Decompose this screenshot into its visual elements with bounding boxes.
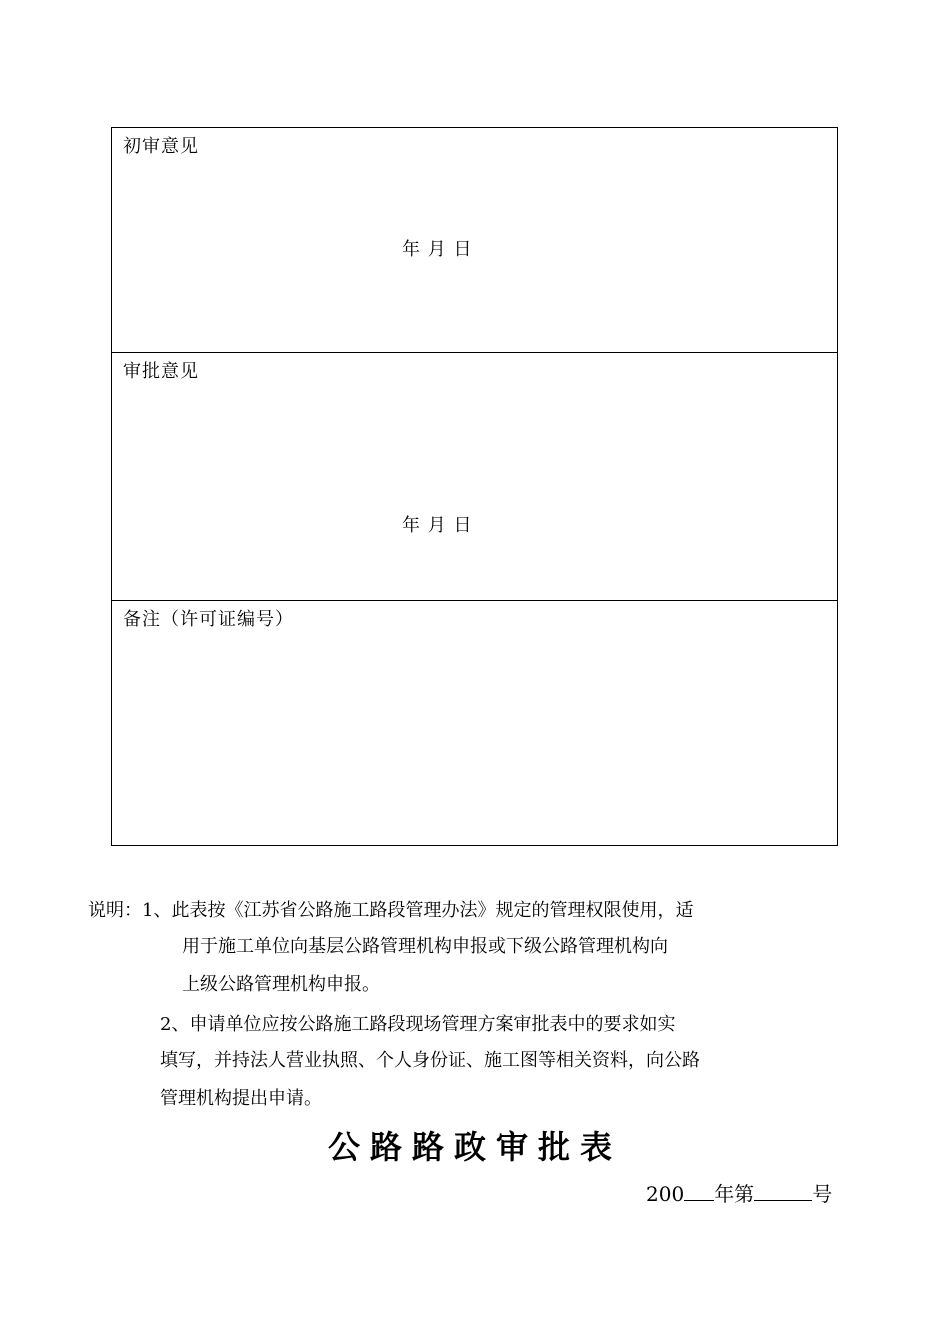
approval-row (112, 353, 837, 601)
note-line-3: 上级公路管理机构申报。 (182, 974, 380, 995)
preliminary-review-date: 年 月 日 (402, 239, 473, 260)
preliminary-review-row (112, 128, 837, 353)
number-blank (754, 1182, 812, 1201)
approval-date: 年 月 日 (402, 515, 473, 536)
approval-form-table (111, 127, 838, 846)
note-line-4: 2、申请单位应按公路施工路段现场管理方案审批表中的要求如实 (160, 1014, 676, 1035)
document-number (646, 1178, 832, 1207)
note-line-2: 用于施工单位向基层公路管理机构申报或下级公路管理机构向 (182, 936, 668, 957)
approval-label: 审批意见 (123, 361, 199, 382)
remarks-label: 备注（许可证编号） (123, 609, 294, 630)
doc-number-suffix: 号 (812, 1182, 833, 1206)
document-title: 公路路政审批表 (327, 1128, 622, 1166)
note-line-6: 管理机构提出申请。 (160, 1088, 322, 1109)
note-line-1: 说明：1、此表按《江苏省公路施工路段管理办法》规定的管理权限使用，适 (88, 900, 694, 921)
doc-number-prefix: 200 (646, 1182, 685, 1206)
doc-number-year-suffix: 年第 (714, 1182, 755, 1206)
preliminary-review-label: 初审意见 (123, 136, 199, 157)
remarks-row (112, 601, 837, 845)
year-blank (684, 1182, 714, 1201)
note-line-5: 填写，并持法人营业执照、个人身份证、施工图等相关资料，向公路 (160, 1050, 700, 1071)
